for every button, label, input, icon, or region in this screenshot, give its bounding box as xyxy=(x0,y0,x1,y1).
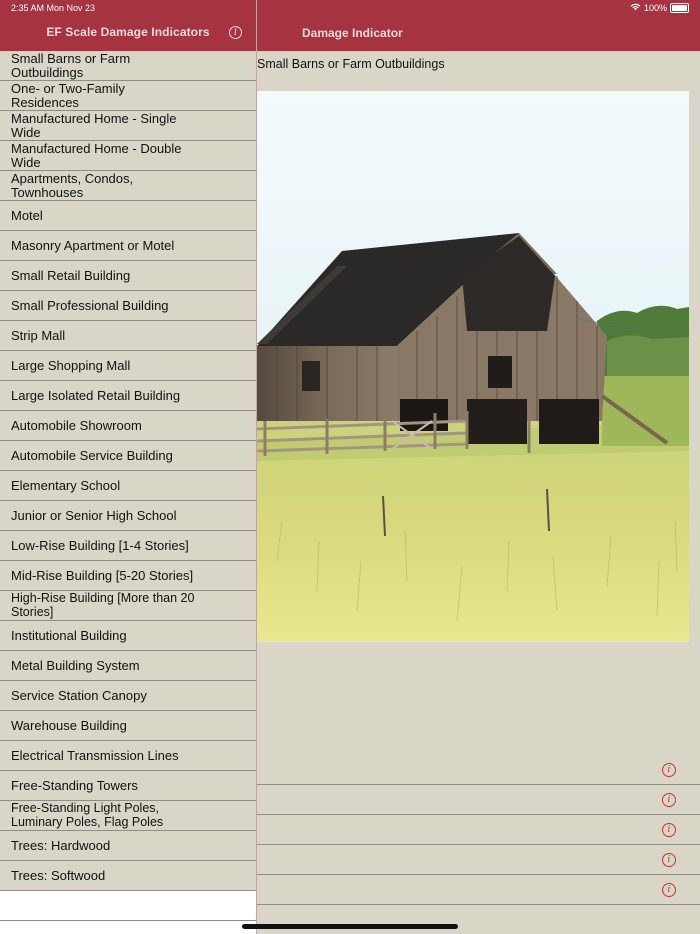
list-item[interactable] xyxy=(0,711,256,741)
list-item[interactable] xyxy=(0,861,256,891)
list-item[interactable] xyxy=(0,561,256,591)
list-item[interactable] xyxy=(0,111,256,141)
list-item-label: Small Professional Building xyxy=(11,297,169,313)
list-item-label: Manufactured Home - Double Wide xyxy=(11,141,182,170)
list-item-label: Trees: Hardwood xyxy=(11,837,111,853)
barn-photo xyxy=(257,91,689,642)
list-item-label: Free-Standing Light Poles, Luminary Poles, Flag Poles xyxy=(11,801,164,829)
list-item-label: Small Retail Building xyxy=(11,267,131,283)
status-indicators xyxy=(630,3,689,13)
list-item[interactable] xyxy=(0,261,256,291)
list-item[interactable] xyxy=(0,381,256,411)
list-item-label: Warehouse Building xyxy=(11,717,127,733)
list-item[interactable] xyxy=(0,471,256,501)
list-item-label: Institutional Building xyxy=(11,627,127,643)
list-item-label: Motel xyxy=(11,207,43,223)
list-item[interactable] xyxy=(0,831,256,861)
list-item-label: Small Barns or Farm Outbuildings xyxy=(11,51,131,80)
list-item-label: One- or Two-Family Residences xyxy=(11,81,125,110)
list-item[interactable] xyxy=(0,231,256,261)
list-item[interactable] xyxy=(0,681,256,711)
list-item[interactable] xyxy=(0,81,256,111)
list-item[interactable] xyxy=(0,51,256,81)
info-circle-icon[interactable]: i xyxy=(229,26,242,39)
list-item-label: Low-Rise Building [1-4 Stories] xyxy=(11,537,189,553)
info-row[interactable] xyxy=(257,755,700,785)
detail-title: Small Barns or Farm Outbuildings xyxy=(257,57,445,71)
wifi-icon xyxy=(630,3,641,13)
master-title: EF Scale Damage Indicators xyxy=(46,25,210,39)
list-item-label: Large Isolated Retail Building xyxy=(11,387,181,403)
list-item-label: High-Rise Building [More than 20 Stories] xyxy=(11,591,195,619)
list-item-label: Large Shopping Mall xyxy=(11,357,131,373)
list-item-label: Electrical Transmission Lines xyxy=(11,747,179,763)
list-item-label: Automobile Showroom xyxy=(11,417,142,433)
info-row[interactable] xyxy=(257,845,700,875)
list-item[interactable] xyxy=(0,531,256,561)
list-item[interactable] xyxy=(0,741,256,771)
list-item[interactable] xyxy=(0,411,256,441)
list-item-label: Free-Standing Towers xyxy=(11,777,138,793)
info-row[interactable] xyxy=(257,875,700,905)
info-circle-icon[interactable]: i xyxy=(662,883,676,897)
list-item-label: Junior or Senior High School xyxy=(11,507,177,523)
list-item[interactable] xyxy=(0,801,256,831)
list-item[interactable] xyxy=(0,201,256,231)
info-circle-icon[interactable]: i xyxy=(662,853,676,867)
list-item[interactable] xyxy=(0,591,256,621)
status-time: 2:35 AM Mon Nov 23 xyxy=(11,3,96,13)
list-item-label: Mid-Rise Building [5-20 Stories] xyxy=(11,567,194,583)
info-circle-icon[interactable]: i xyxy=(662,763,676,777)
navigation-bar xyxy=(0,0,700,51)
list-item-label: Strip Mall xyxy=(11,327,66,343)
list-item[interactable] xyxy=(0,441,256,471)
home-indicator[interactable] xyxy=(242,924,458,929)
damage-indicator-list xyxy=(0,51,256,934)
list-item-label: Elementary School xyxy=(11,477,121,493)
battery-percent: 100% xyxy=(643,3,667,13)
detail-nav-title: Damage Indicator xyxy=(302,26,403,40)
info-circle-icon[interactable]: i xyxy=(662,823,676,837)
list-item-label: Masonry Apartment or Motel xyxy=(11,237,175,253)
list-item[interactable] xyxy=(0,621,256,651)
info-row[interactable] xyxy=(257,815,700,845)
list-item[interactable] xyxy=(0,141,256,171)
info-row[interactable] xyxy=(257,785,700,815)
list-item[interactable] xyxy=(0,321,256,351)
list-item-label: Service Station Canopy xyxy=(11,687,147,703)
list-item-label: Apartments, Condos, Townhouses xyxy=(11,171,134,200)
info-circle-icon[interactable]: i xyxy=(662,793,676,807)
list-item-label: Manufactured Home - Single Wide xyxy=(11,111,177,140)
detail-info-rows xyxy=(257,755,700,905)
list-item[interactable] xyxy=(0,171,256,201)
list-item[interactable] xyxy=(0,351,256,381)
list-item[interactable] xyxy=(0,501,256,531)
list-item[interactable] xyxy=(0,651,256,681)
list-empty-row xyxy=(0,891,256,921)
list-item-label: Metal Building System xyxy=(11,657,140,673)
list-item[interactable] xyxy=(0,771,256,801)
list-item[interactable] xyxy=(0,291,256,321)
battery-icon xyxy=(670,3,689,13)
list-item-label: Automobile Service Building xyxy=(11,447,173,463)
list-item-label: Trees: Softwood xyxy=(11,867,106,883)
